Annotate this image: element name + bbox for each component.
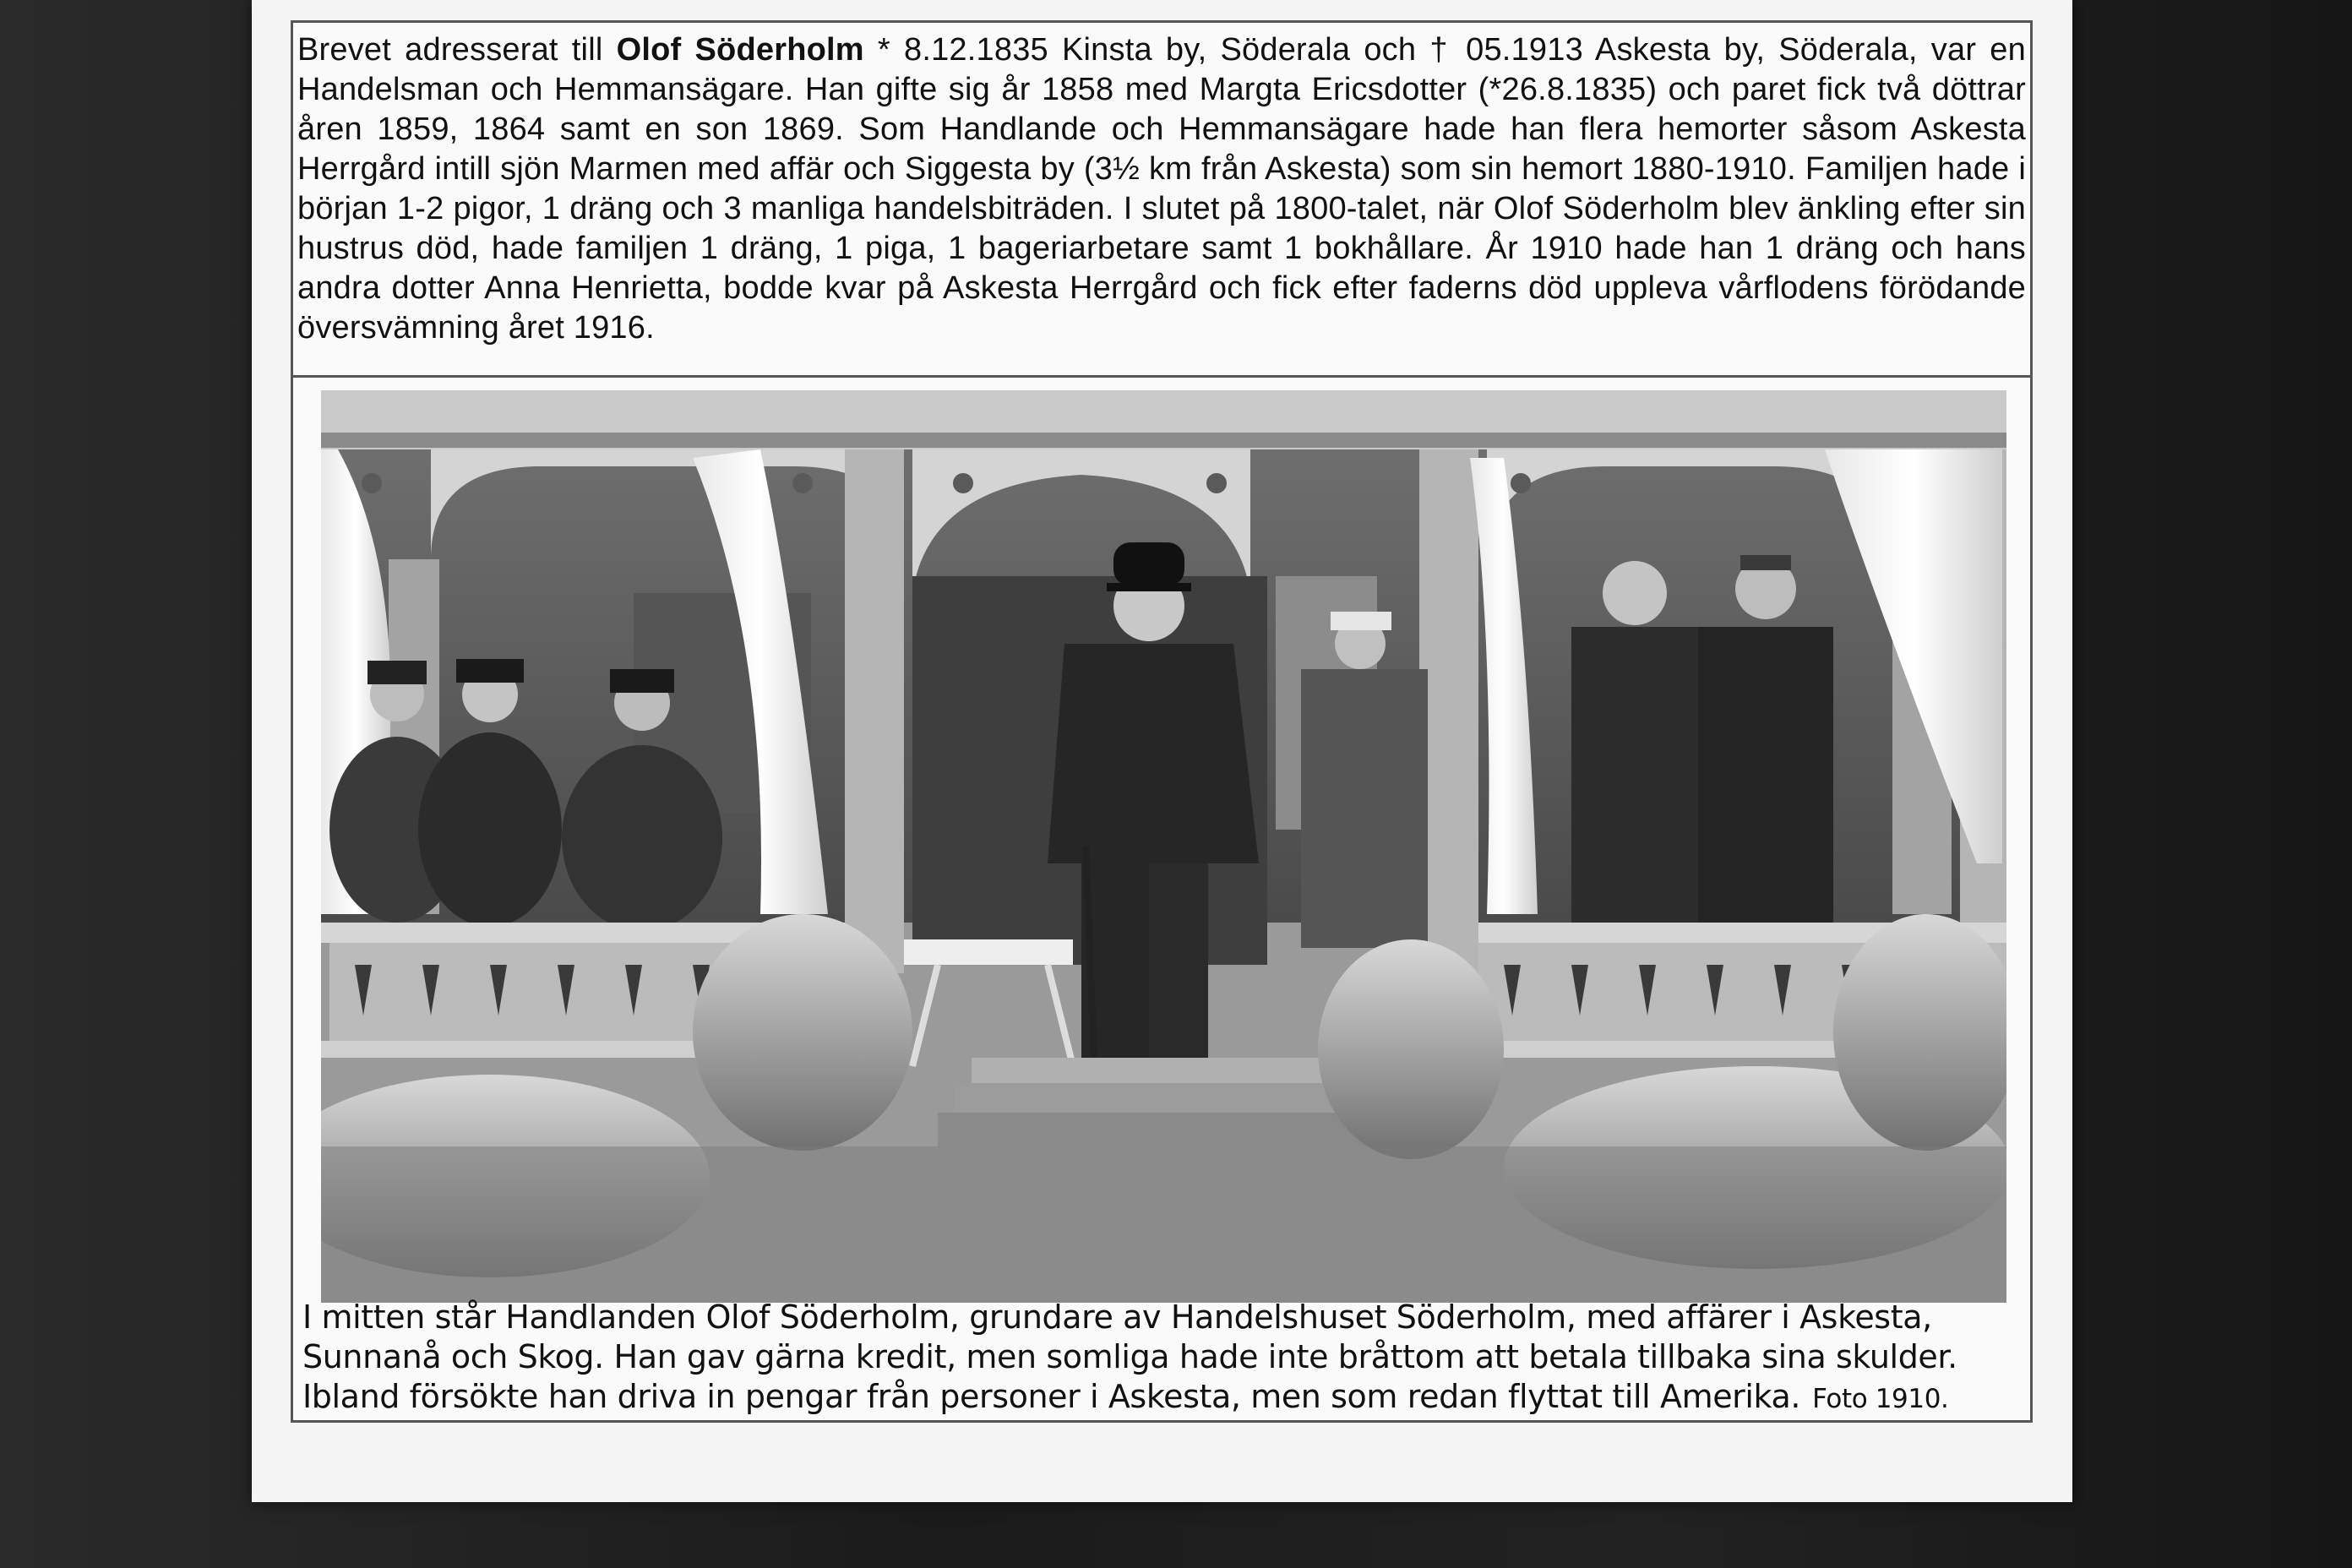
historic-porch-photo bbox=[321, 390, 2006, 1303]
caption-body: * 8.12.1835 Kinsta by, Söderala och † 05.1913 Askesta by, Söderala, var en Handelsman och Hemmansägare. Han gifte sig år 1858 med Margta Ericsdotter (*26.8.1835) och paret fick två döttrar åren 1859, 1864 samt en son 1869. Som Handlande och Hemmansägare hade han flera hemorter såsom Askesta Herrgård intill sjön Marmen med affär och Siggesta by (3½ km från Askesta) som sin hemort 1880-1910. Familjen hade i början 1-2 pigor, 1 dräng och 3 manliga handelsbiträden. I slutet på 1800-talet, när Olof Söderholm blev änkling efter sin hustrus död, hade familjen 1 dräng, 1 piga, 1 bageriarbetare samt 1 bokhållare. År 1910 hade han 1 dräng och hans andra dotter Anna Henrietta, bodde kvar på Askesta Herrgård och fick efter faderns död uppleva vårflodens förödande översvämning året 1916. bbox=[297, 32, 2026, 346]
photo-credit: Foto 1910. bbox=[1812, 1384, 1949, 1414]
porch-photo-illustration bbox=[321, 390, 2006, 1303]
caption-divider bbox=[291, 375, 2033, 378]
photo-caption-text: I mitten står Handlanden Olof Söderholm, grundare av Handelshuset Söderholm, med affärer i Askesta, Sunnanå och Skog. Han gav gärna kredit, men somliga hade inte bråttom att betala tillbaka sina skulder. Ibland försökte han driva in pengar från personer i Askesta, men som redan flyttat till Amerika. bbox=[302, 1298, 1957, 1415]
photo-caption bbox=[302, 1298, 2026, 1424]
caption-name: Olof Söderholm bbox=[616, 32, 864, 68]
caption-intro: Brevet adresserat till bbox=[297, 32, 617, 68]
biography-caption bbox=[297, 30, 2026, 368]
